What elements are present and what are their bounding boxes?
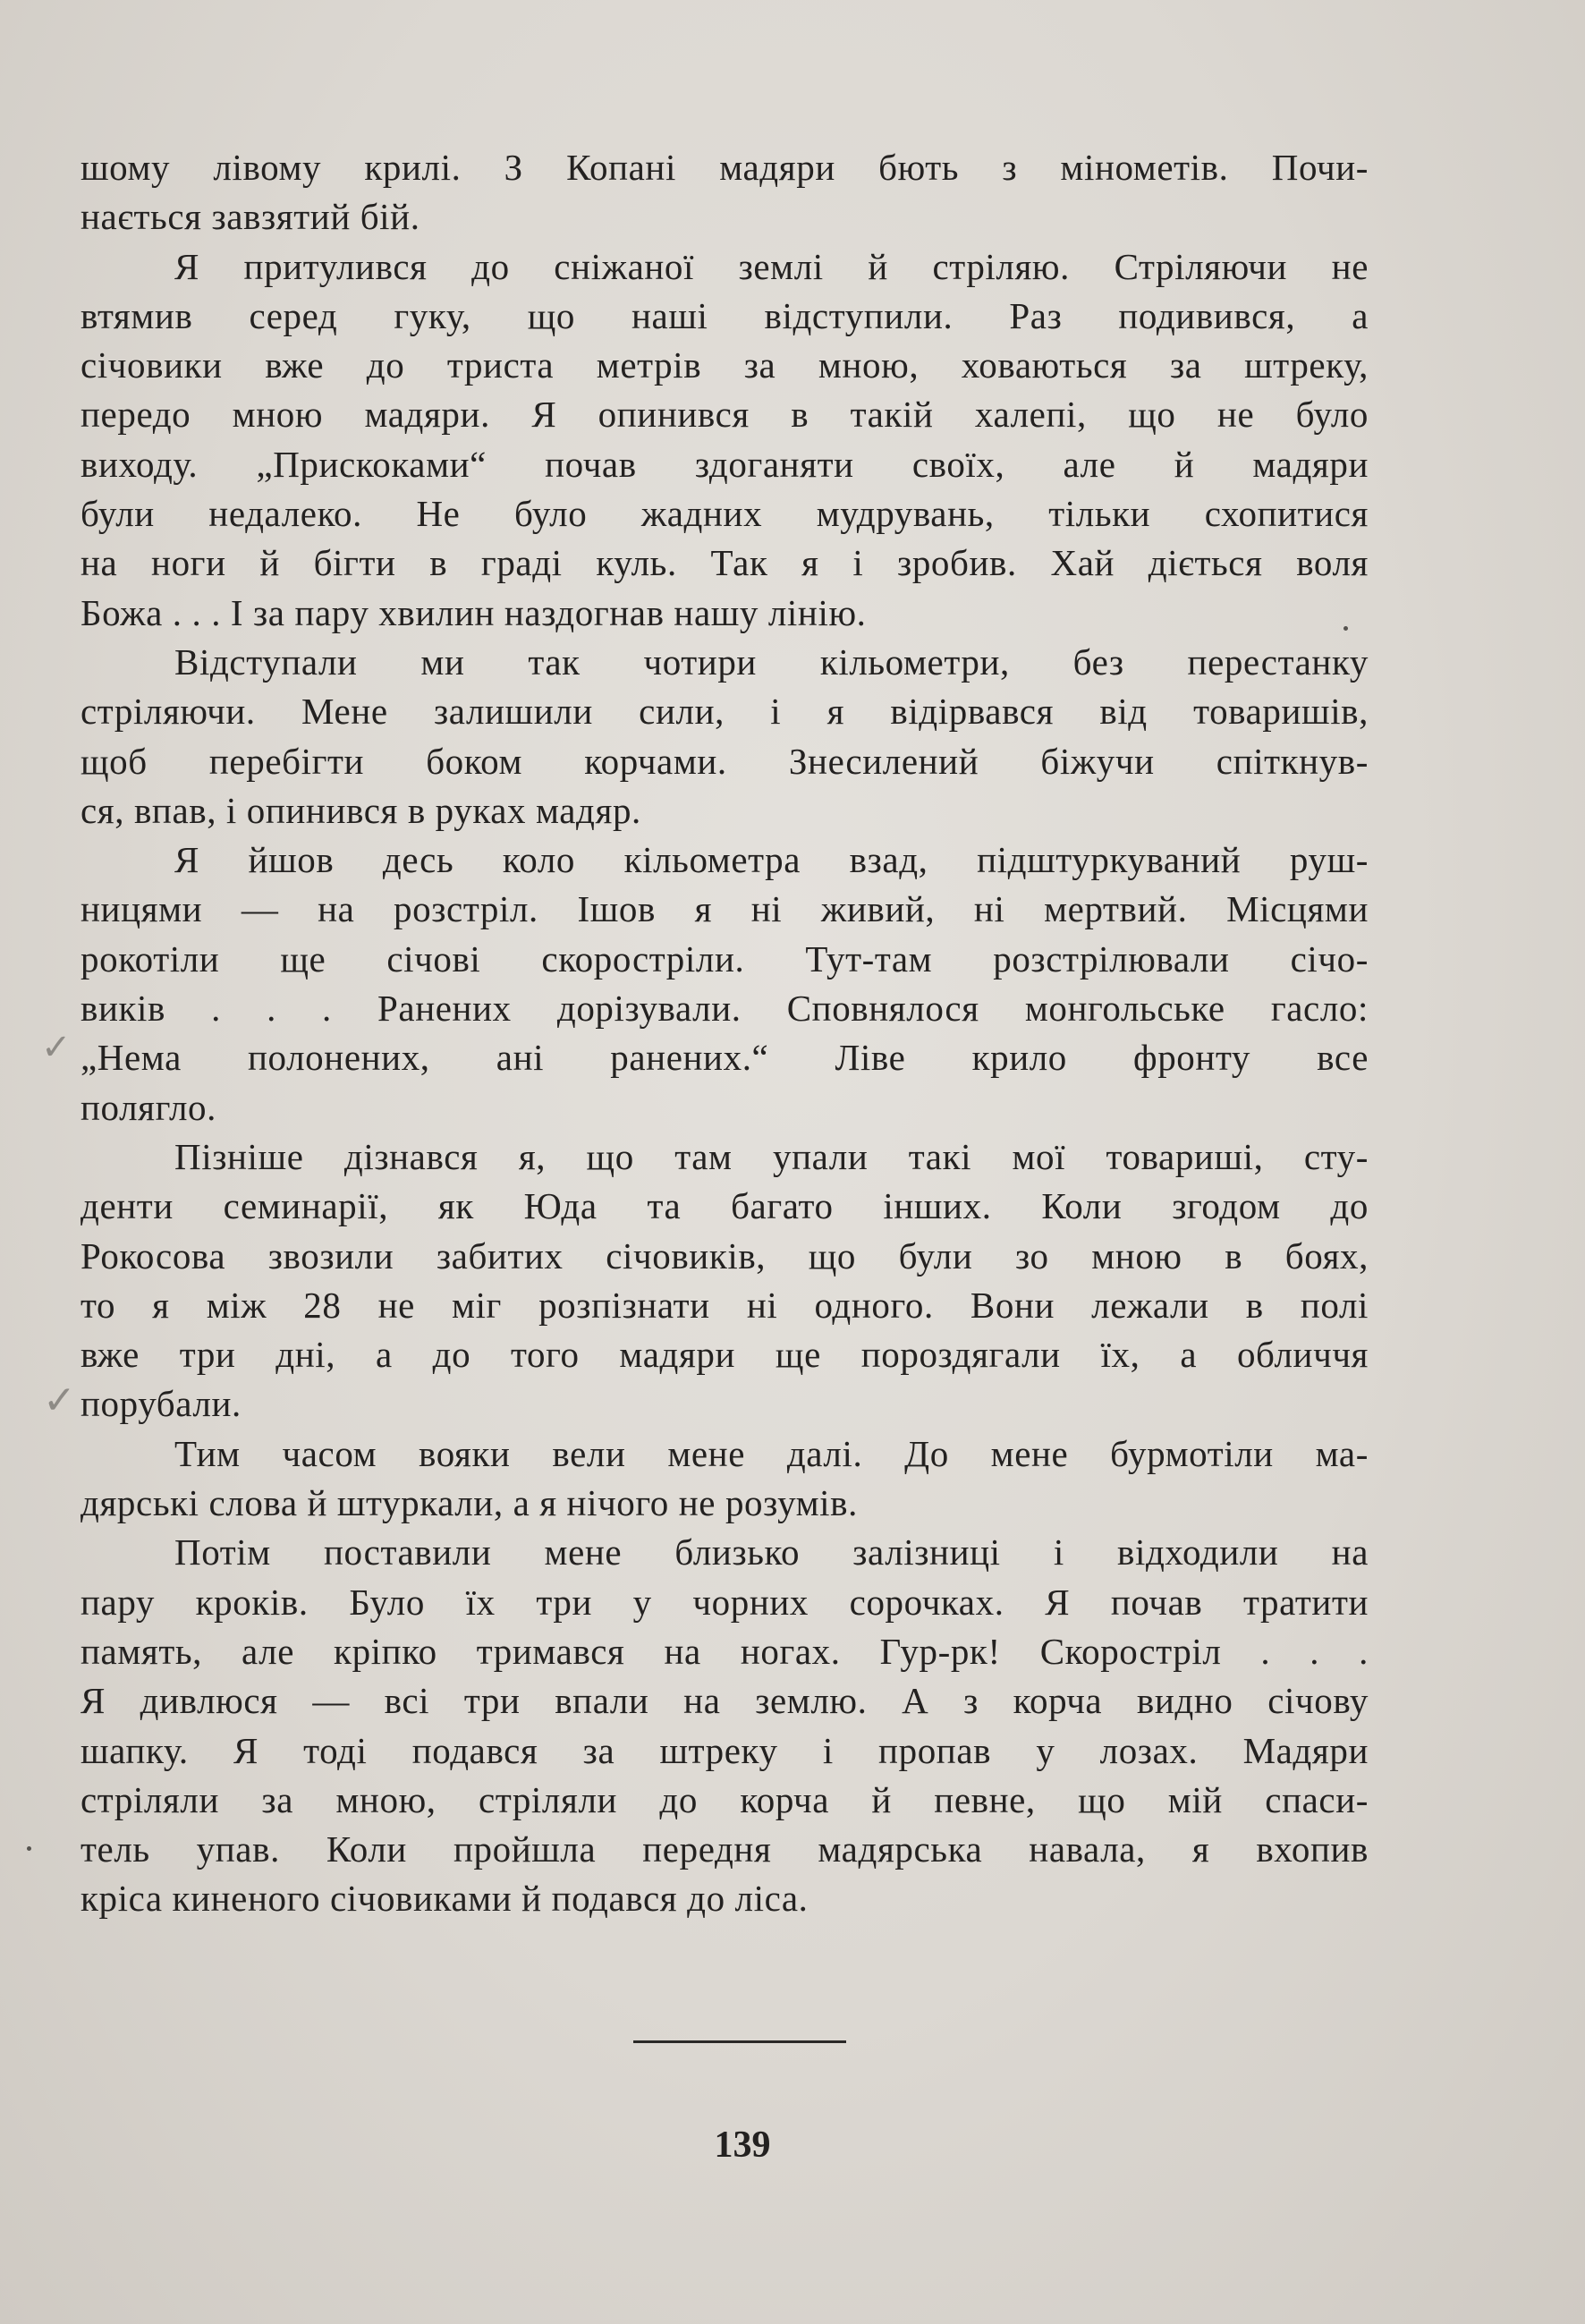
text-line: Божа . . . І за пару хвилин наздогнав нашу лінію. (81, 591, 867, 633)
section-divider (633, 2040, 846, 2043)
pencil-check-mark: ✓ (41, 1027, 72, 1068)
text-line: полягло. (81, 1086, 216, 1128)
text-line: стріляючи. Мене залишили сили, і я відірвався від товаришів, (81, 691, 1369, 733)
text-line: Відступали ми так чотири кільометри, без перестанку (174, 640, 1369, 683)
text-line: вже три дні, а до того мадяри ще пороздягали їх, а обличчя (81, 1334, 1369, 1376)
text-line: стріляли за мною, стріляли до корча й певне, що мій спаси- (81, 1778, 1369, 1820)
paper-speck (1343, 626, 1348, 631)
page-number: 139 (714, 2125, 771, 2166)
text-line: ницями — на розстріл. Ішов я ні живий, ні мертвий. Місцями (81, 888, 1369, 930)
text-line: січовики вже до триста метрів за мною, ховаються за штреку, (81, 344, 1369, 386)
text-line: Пізніше дізнався я, що там упали такі мої товариші, сту- (174, 1135, 1369, 1177)
text-line: рокотіли ще січові скоростріли. Тут-там розстрілювали січо- (81, 937, 1369, 980)
text-line: „Нема полонених, ані ранених.“ Ліве крило фронту все (81, 1037, 1369, 1079)
text-line: Потім поставили мене близько залізниці і відходили на (174, 1531, 1369, 1573)
text-line: кріса киненого січовиками й подався до ліса. (81, 1878, 809, 1920)
text-line: порубали. (81, 1383, 242, 1425)
text-line: на ноги й бігти в граді куль. Так я і зробив. Хай діється воля (81, 542, 1369, 584)
text-line: пару кроків. Було їх три у чорних сорочках. Я почав тратити (81, 1581, 1369, 1623)
text-line: Рокосова звозили забитих січовиків, що були зо мною в боях, (81, 1234, 1369, 1277)
text-line: щоб перебігти боком корчами. Знесилений біжучи спіткнув- (81, 740, 1369, 782)
text-line: шапку. Я тоді подався за штреку і пропав у лозах. Мадяри (81, 1729, 1369, 1771)
text-line: нається завзятий бій. (81, 196, 420, 238)
text-line: втямив серед гуку, що наші відступили. Раз подивився, а (81, 294, 1369, 336)
text-line: шому лівому крилі. З Копані мадяри бють з мінометів. Почи- (81, 147, 1369, 188)
text-line: денти семинарії, як Юда та багато інших. Коли згодом до (81, 1185, 1369, 1227)
text-line: виків . . . Ранених дорізували. Сповнялося монгольське гасло: (81, 988, 1369, 1030)
text-line: Я йшов десь коло кільометра взад, підштуркуваний руш- (174, 839, 1369, 881)
text-line: Я дивлюся — всі три впали на землю. А з корча видно січову (81, 1680, 1369, 1722)
paper-speck (27, 1846, 31, 1851)
body-text (81, 143, 1369, 1924)
text-line: ся, впав, і опинився в руках мадяр. (81, 789, 641, 831)
text-line: виходу. „Прискоками“ почав здоганяти своїх, але й мадяри (81, 443, 1369, 485)
text-line: дярські слова й штуркали, а я нічого не розумів. (81, 1482, 858, 1524)
text-line: Я притулився до сніжаної землі й стріляю. Стріляючи не (174, 245, 1369, 287)
pencil-check-mark: ✓ (43, 1378, 76, 1423)
text-line: тель упав. Коли пройшла передня мадярська навала, я вхопив (81, 1828, 1369, 1870)
text-line: память, але кріпко тримався на ногах. Гур-рк! Скоростріл . . . (81, 1630, 1369, 1672)
text-line: то я між 28 не міг розпізнати ні одного. Вони лежали в полі (81, 1284, 1369, 1326)
text-line: передо мною мадяри. Я опинився в такій халепі, що не було (81, 394, 1369, 436)
text-line: Тим часом вояки вели мене далі. До мене бурмотіли ма- (174, 1432, 1369, 1474)
text-line: були недалеко. Не було жадних мудрувань, тільки схопитися (81, 493, 1369, 535)
